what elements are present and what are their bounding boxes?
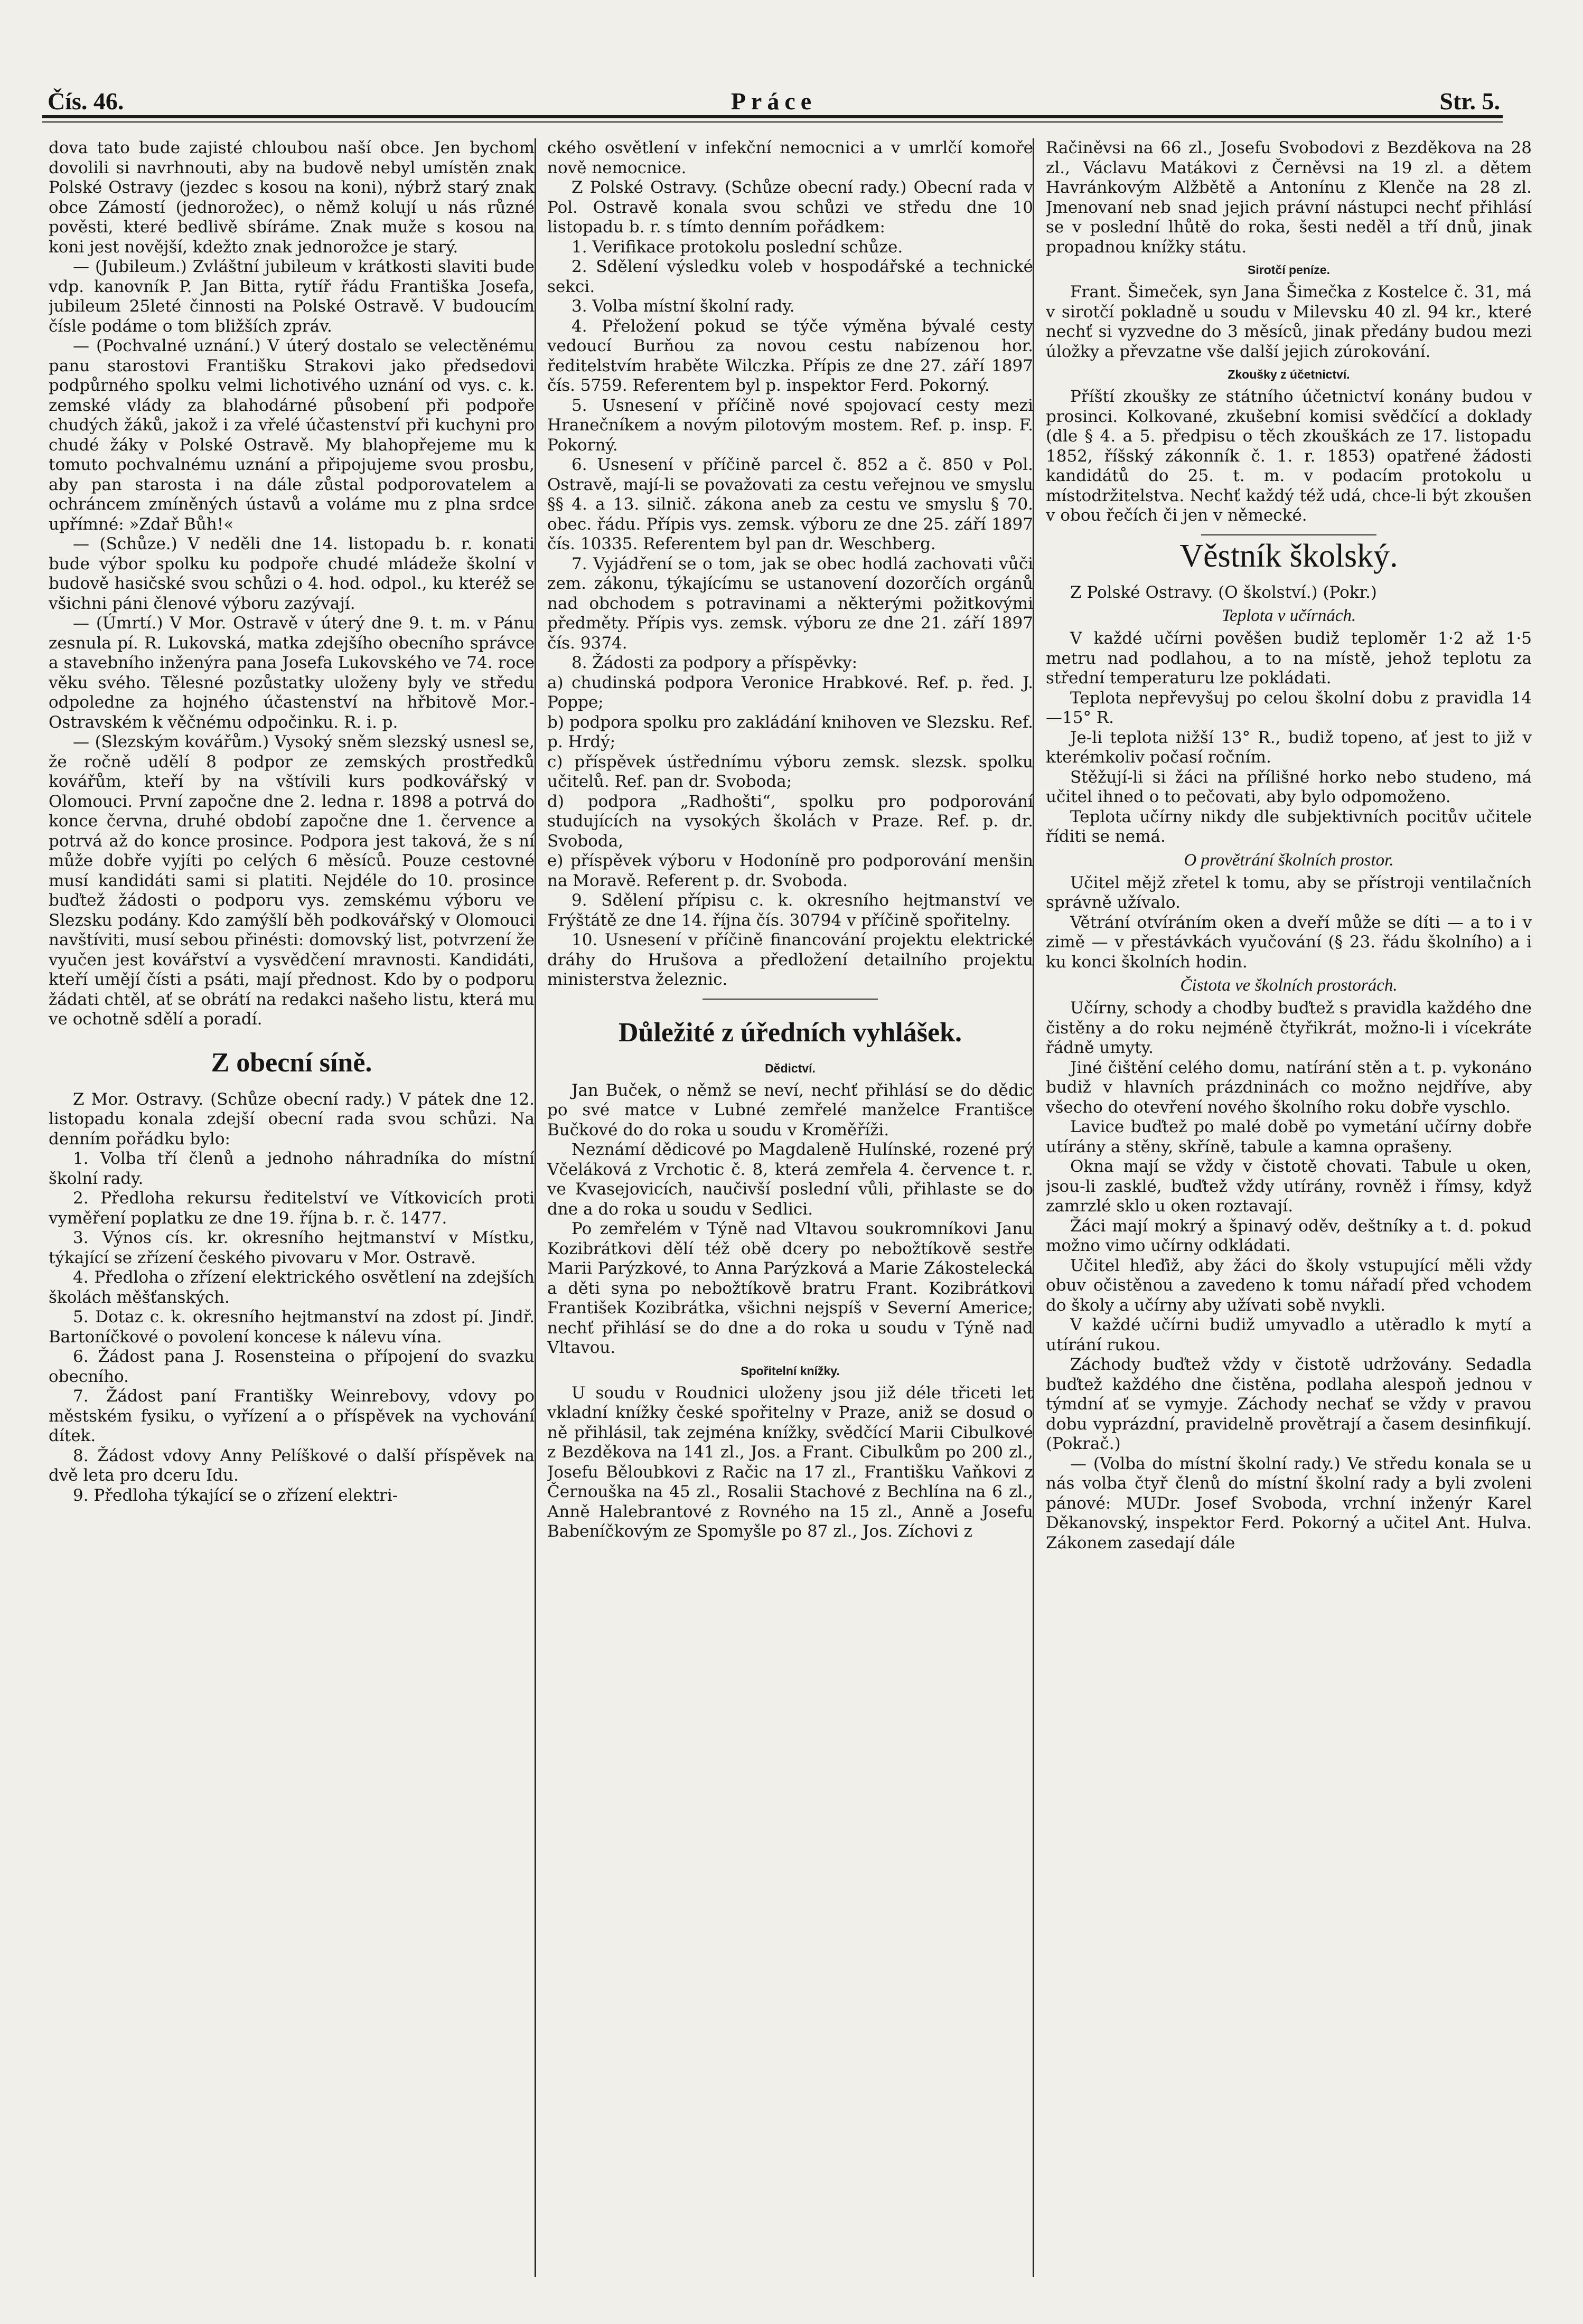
- section-heading-obecni-sin: Z obecní síně.: [211, 1047, 372, 1078]
- column-2: [547, 138, 1033, 2298]
- newspaper-title: Práce: [730, 88, 817, 115]
- article-paragraph: Učírny, schody a chodby buďtež s pravidla každého dne čistěny a do roku nejméně čtyřikrát, možno-li i vícekráte řádně umyty.: [1046, 999, 1532, 1057]
- subheading-sirotci-penize: Sirotčí peníze.: [1248, 263, 1330, 277]
- article-mor-ostrava-intro: Z Mor. Ostravy. (Schůze obecní rady.) V pátek dne 12. listopadu konala zdejší obecní rada svou schůzi. Na denním pořádku bylo:: [49, 1089, 535, 1149]
- agenda-item: 5. Usnesení v příčině nové spojovací cesty mezi Hranečníkem a novým pilotovým mostem. Ref. p. insp. F. Pokorný.: [547, 396, 1033, 455]
- page-header: [48, 79, 1500, 127]
- subheading-dedictvi: Dědictví.: [765, 1061, 816, 1075]
- article-paragraph: Lavice buďtež po malé době po vymetání učírny dobře utírány a stěny, skříně, tabule a kamna oprašeny.: [1046, 1117, 1532, 1156]
- agenda-item: 8. Žádosti za podpory a příspěvky:: [572, 653, 858, 672]
- article-intro: Z Polské Ostravy. (O školství.) (Pokr.): [1070, 582, 1377, 602]
- subheading-teplota: Teplota v učírnách.: [1221, 606, 1356, 625]
- article-paragraph: Žáci mají mokrý a špinavý oděv, deštníky a t. d. pokud možno vimo učírny odkládati.: [1046, 1216, 1532, 1255]
- article-slezskym-kovarum: — (Slezským kovářům.) Vysoký sněm slezský usnesl se, že ročně udělí 8 podpor ze zemských prostředků kovářům, kteří by na vštívili kurs podkovářský v Olomouci. První započne dne 2. ledna r. 1898 a potrvá do konce června, druhé období započne dne 1. července a potrvá až do konce prosince. Podpora jest taková, že s ní může dobře vyjíti po celých 6 měsíců. Pouze cestovné musí kandidáti sami si platiti. Nejdéle do 10. prosince buďtež žádosti o podporu vys. zemskému výboru ve Slezsku podány. Kdo zamýšlí běh podkovářský v Olomouci navštíviti, musí sebou přinésti: domovský list, potvrzení že vyučen jest kovářství a vysvědčení mravnosti. Kandidáti, kteří umějí čísti a psáti, mají přednost. Kdo by o podporu žádati chtěl, ať se obrátí na redakci našeho listu, která mu ve ochotně sdělí a poradí.: [49, 732, 535, 1029]
- article-paragraph: Jiné čištění celého domu, natírání stěn a t. p. vykonáno budiž v hlavních prázdninách co možno nejdříve, aby všecho do otevření nového školního roku dobře vyschlo.: [1046, 1058, 1532, 1117]
- article-continuation: dova tato bude zajisté chloubou naší obce. Jen bychom dovolili si navrhnouti, aby na budově nebyl umístěn znak Polské Ostravy (jezdec s kosou na koni), nýbrž starý znak obce Zámostí (jednorožec), o němž kolují u nás různé pověsti, které bedlivě sbíráme. Znak muže s kosou na koni jest novější, kdežto znak jednorožce je starý.: [49, 138, 535, 257]
- article-schuze: — (Schůze.) V neděli dne 14. listopadu b. r. konati bude výbor spolku ku podpoře chudé mládeže školní v budově hasičské svou schůzi o 4. hod. odpol., ku kteréž se všichni páni členové výboru zazývají.: [49, 534, 535, 613]
- article-paragraph: V každé učírni pověšen budiž teploměr 1·2 až 1·5 metru nad podlahou, a to na místě, jehož teplotu za střední temperaturu lze pokládati.: [1046, 629, 1532, 688]
- agenda-item: 10. Usnesení v příčině financování projektu elektrické dráhy do Hrušova a předložení detailního projektu ministerstva železnic.: [547, 930, 1033, 989]
- article-paragraph: Větrání otvíráním oken a dveří může se díti — a to i v zimě — v přestávkách vyučování (§ 23. řádu školního) a i ku konci školních hodin.: [1046, 912, 1532, 972]
- article-continuation: ckého osvětlení v infekční nemocnici a v umrlčí komoře nově nemocnice.: [547, 138, 1033, 177]
- agenda-subitem: a) chudinská podpora Veronice Hrabkové. Ref. p. řed. J. Poppe;: [547, 673, 1033, 712]
- article-paragraph: Učitel hleďiž, aby žáci do školy vstupující měli vždy obuv očistěnou a zavedeno k tomu nářadí před vchodem do školy a učírny aby užívati sobě nvykli.: [1046, 1256, 1532, 1315]
- article-umrti: — (Úmrtí.) V Mor. Ostravě v úterý dne 9. t. m. v Pánu zesnula pí. R. Lukovská, matka zdejšího obecního správce a stavebního inženýra pana Josefa Lukovského ve 74. roce věku svého. Tělesné pozůstatky uloženy byly ve středu odpoledne za hojného účastenství na hřbitově Mor.-Ostravském k věčnému odpočinku. R. i. p.: [49, 614, 535, 732]
- section-heading-vestnik-skolsky: Věstník školský.: [1179, 538, 1398, 574]
- agenda-item: 1. Verifikace protokolu poslední schůze.: [572, 237, 903, 257]
- article-paragraph: Je-li teplota nižší 13° R., budiž topeno, ať jest to již v kterémkoliv počasí ročním.: [1046, 728, 1532, 767]
- article-pol-ostrava-intro: Z Polské Ostravy. (Schůze obecní rady.) Obecní rada v Pol. Ostravě konala svou schůzi ve středu dne 10 listopadu b. r. s tímto denním pořádkem:: [547, 178, 1033, 237]
- section-divider: [702, 999, 877, 1000]
- agenda-item: 4. Přeložení pokud se týče výměna bývalé cesty vedoucí Burňou za novou cestu nabízenou hor. ředitelstvím hraběte Wilczka. Přípis ze dne 27. září 1897 čís. 5759. Referentem byl p. inspektor Ferd. Pokorný.: [547, 316, 1033, 395]
- agenda-subitem: c) příspěvek ústřednímu výboru zemsk. slezsk. spolku učitelů. Ref. pan dr. Svoboda;: [547, 752, 1033, 791]
- issue-number: Čís. 46.: [48, 88, 124, 115]
- article-paragraph: Učitel mějž zřetel k tomu, aby se přístroji ventilačních správně užívalo.: [1046, 873, 1532, 912]
- agenda-item: 3. Výnos cís. kr. okresního hejtmanství v Místku, týkající se zřízení českého pivovaru v Mor. Ostravě.: [49, 1228, 535, 1267]
- agenda-subitem: d) podpora „Radhošti“, spolku pro podporování studujících na vysokých školách v Praze. Ref. p. dr. Svoboda,: [547, 792, 1033, 851]
- column-3: [1046, 138, 1532, 2298]
- header-rule-thick: [42, 115, 1503, 118]
- agenda-item: 5. Dotaz c. k. okresního hejtmanství na zdost pí. Jindř. Bartoníčkové o povolení koncese k nálevu vína.: [49, 1307, 535, 1347]
- agenda-item: 4. Předloha o zřízení elektrického osvětlení na zdejších školách měšťanských.: [49, 1268, 535, 1307]
- notice-continuation: Račiněvsi na 66 zl., Josefu Svobodovi z Bezděkova na 28 zl., Václavu Matákovi z Černěvsi na 19 zl. a dětem Havránkovým Alžbětě a Antonínu z Klenče na 28 zl. Jmenovaní neb snad jejich právní nástupci nechť přihlásí se v poslední lhůtě do roka, šesti neděl a tří dnů, jinak propadnou knížky státu.: [1046, 138, 1532, 257]
- agenda-item: 2. Sdělení výsledku voleb v hospodářské a technické sekci.: [547, 257, 1033, 296]
- notice-paragraph: U soudu v Roudnici uloženy jsou již déle třiceti let vkladní knížky české spořitelny v Praze, aniž se dosud o ně přihlásil, tak zejména knížky, svědčící Marii Cibulkové z Bezděkova na 141 zl., Jos. a Frant. Cibulkům po 200 zl., Josefu Běloubkovi z Račic na 17 zl., Františku Vaňkovi z Černouška na 45 zl., Rosalii Stachové z Bechlína na 6 zl., Anně Halebrantové z Rovného na 15 zl., Anně a Josefu Babeníčkovým ze Spomyšle po 87 zl., Jos. Zíchovi z: [547, 1383, 1033, 1541]
- article-paragraph: V každé učírni budiž umyvadlo a utěradlo k mytí a utírání rukou.: [1046, 1315, 1532, 1354]
- header-rule-thin: [42, 121, 1503, 123]
- article-paragraph: Teplota nepřevyšuj po celou školní dobu z pravidla 14—15° R.: [1046, 688, 1532, 727]
- agenda-subitem: b) podpora spolku pro zakládání knihoven ve Slezsku. Ref. p. Hrdý;: [547, 712, 1033, 751]
- notice-paragraph: Příští zkoušky ze státního účetnictví konány budou v prosinci. Kolkované, zkušební komisi svědčící a doklady (dle § 4. a 5. předpisu o těch zkouškách ze 17. listopadu 1852, říšský zákonník č. 1. r. 1853) opatřené žádosti kandidátů do 25. t. m. v podacím protokolu u místodržitelstva. Nechť každý též udá, chce-li být zkoušen v obou řečích či jen v německé.: [1046, 387, 1532, 525]
- article-paragraph: Teplota učírny nikdy dle subjektivních pocitův učitele říditi se nemá.: [1046, 807, 1532, 846]
- article-paragraph: Stěžují-li si žáci na přílišné horko nebo studeno, má učitel ihned o to pečovati, aby bylo odpomoženo.: [1046, 767, 1532, 806]
- agenda-subitem: e) příspěvek výboru v Hodoníně pro podporování menšin na Moravě. Referent p. dr. Svoboda.: [547, 851, 1033, 890]
- article-pochvalne-uznani: — (Pochvalné uznání.) V úterý dostalo se velectěnému panu starostovi Františku Strakovi jako předsedovi podpůrného spolku velmi lichotivého uznání od vys. c. k. zemské vlády za blahodárné působení při podpoře chudých žáků, jakož i za vřelé účastenství při kuchyni pro chudé žáky v Polské Ostravě. My blahopřejeme mu k tomuto pochvalnému uznání a připojujeme svou prosbu, aby pan starosta i na dále zůstal podporovatelem a ochráncem zmíněných ústavů a voláme mu z plna srdce upřímné: »Zdař Bůh!«: [49, 336, 535, 534]
- agenda-item: 3. Volba místní školní rady.: [572, 297, 795, 316]
- notice-paragraph: Po zemřelém v Týně nad Vltavou soukromníkovi Janu Kozibrátkovi dělí též obě dcery po nebožtíkově sestře Marii Parýzkové, to Anna Parýzková a Marie Zákostelecká a děti syna po nebožtíkově bratru Frant. Kozibrátkovi František Kozibrátka, všichni nejspíš v Severní Americe; nechť přihlásí se do dne a do roka u soudu v Týně nad Vltavou.: [547, 1219, 1033, 1357]
- article-volba-skolni-rady: — (Volba do místní školní rady.) Ve středu konala se u nás volba čtyř členů do místní školní rady a byli zvoleni pánové: MUDr. Josef Svoboda, vrchní inženýr Karel Děkanovský, inspektor Ferd. Pokorný a učitel Ant. Hulva. Zákonem zasedají dále: [1046, 1454, 1532, 1553]
- notice-paragraph: Neznámí dědicové po Magdaleně Hulínské, rozené prý Včeláková z Vrchotic č. 8, která zemřela 4. července t. r. ve Kvasejovicích, naučivší poslední vůli, přihlaste se do dne a do roka u soudu v Sedlici.: [547, 1140, 1033, 1219]
- article-paragraph: Okna mají se vždy v čistotě chovati. Tabule u oken, jsou-li zasklé, buďtež vždy utírány, rovněž i římsy, když zamrzlé sklo u oken roztavají.: [1046, 1157, 1532, 1216]
- agenda-item: 6. Usnesení v příčině parcel č. 852 a č. 850 v Pol. Ostravě, mají-li se považovati za cestu veřejnou ve smyslu §§ 4. a 13. silnič. zákona aneb za cestu ve smyslu § 70. obec. řádu. Přípis vys. zemsk. výboru ze dne 25. září 1897 čís. 10335. Referentem byl pan dr. Weschberg.: [547, 455, 1033, 553]
- notice-paragraph: Jan Buček, o němž se neví, nechť přihlásí se do dědic po své matce v Lubné zemřelé manželce Františce Bučkové do do roka u soudu v Kroměříži.: [547, 1080, 1033, 1140]
- page-number: Str. 5.: [1439, 88, 1500, 115]
- agenda-item: 7. Žádost paní Františky Weinrebovy, vdovy po městském fysiku, o vyřízení a o příspěvek na vychování dítek.: [49, 1387, 535, 1445]
- agenda-item: 7. Vyjádření se o tom, jak se obec hodlá zachovati vůči zem. zákonu, týkajícímu se ustanovení dozorčích orgánů nad obchodem s potravinami a některými požitkovými předměty. Přípis vys. zemsk. výboru ze dne 21. září 1897 čís. 9374.: [547, 554, 1033, 653]
- agenda-item: 9. Předloha týkající se o zřízení elektri-: [73, 1485, 398, 1505]
- agenda-item: 8. Žádost vdovy Anny Pelíškové o další příspěvek na dvě leta pro dceru Idu.: [49, 1446, 535, 1485]
- subheading-zkousky-ucetnictvi: Zkoušky z účetnictví.: [1228, 368, 1350, 381]
- subheading-sporitelni-knizky: Spořitelní knížky.: [741, 1363, 840, 1378]
- article-paragraph: Záchody buďtež vždy v čistotě udržovány. Sedadla buďtež každého dne čistěna, podlaha alespoň jednou v týmdní ať se vymyje. Záchody nechať se vždy v pravou dobu vyprázdní, pravidelně provětrají a časem desinfikují. (Pokrač.): [1046, 1355, 1532, 1453]
- section-divider: [1201, 534, 1376, 535]
- agenda-item: 1. Volba tří členů a jednoho náhradníka do místní školní rady.: [49, 1149, 535, 1188]
- article-jubileum: — (Jubileum.) Zvláštní jubileum v krátkosti slaviti bude vdp. kanovník P. Jan Bitta, rytíř řádu Františka Josefa, jubileum 25leté činnosti na Polské Ostravě. V budoucím čísle podáme o tom bližších zpráv.: [49, 257, 535, 336]
- column-divider-1: [535, 138, 536, 2277]
- subheading-cistota: Čistota ve školních prostorách.: [1180, 976, 1398, 995]
- column-1: [49, 138, 535, 2298]
- agenda-item: 2. Předloha rekursu ředitelství ve Vítkovicích proti vyměření poplatku ze dne 19. října b. r. č. 1477.: [49, 1189, 535, 1228]
- section-heading-uredni-vyhlasky: Důležité z úředních vyhlášek.: [619, 1017, 962, 1048]
- agenda-item: 6. Žádost pana J. Rosensteina o přípojení do svazku obecního.: [49, 1347, 535, 1386]
- agenda-item: 9. Sdělení přípisu c. k. okresního hejtmanství ve Frýštátě ze dne 14. října čís. 30794 v příčině spořitelny.: [547, 891, 1033, 930]
- notice-paragraph: Frant. Šimeček, syn Jana Šimečka z Kostelce č. 31, má v sirotčí pokladně u soudu v Milevsku 40 zl. 94 kr., které nechť si vyzvedne do 3 měsíců, jinak předány budou mezi úložky a převzatne vše další jejich zúrokování.: [1046, 283, 1532, 361]
- subheading-provetrani: O provětrání školních prostor.: [1184, 850, 1394, 870]
